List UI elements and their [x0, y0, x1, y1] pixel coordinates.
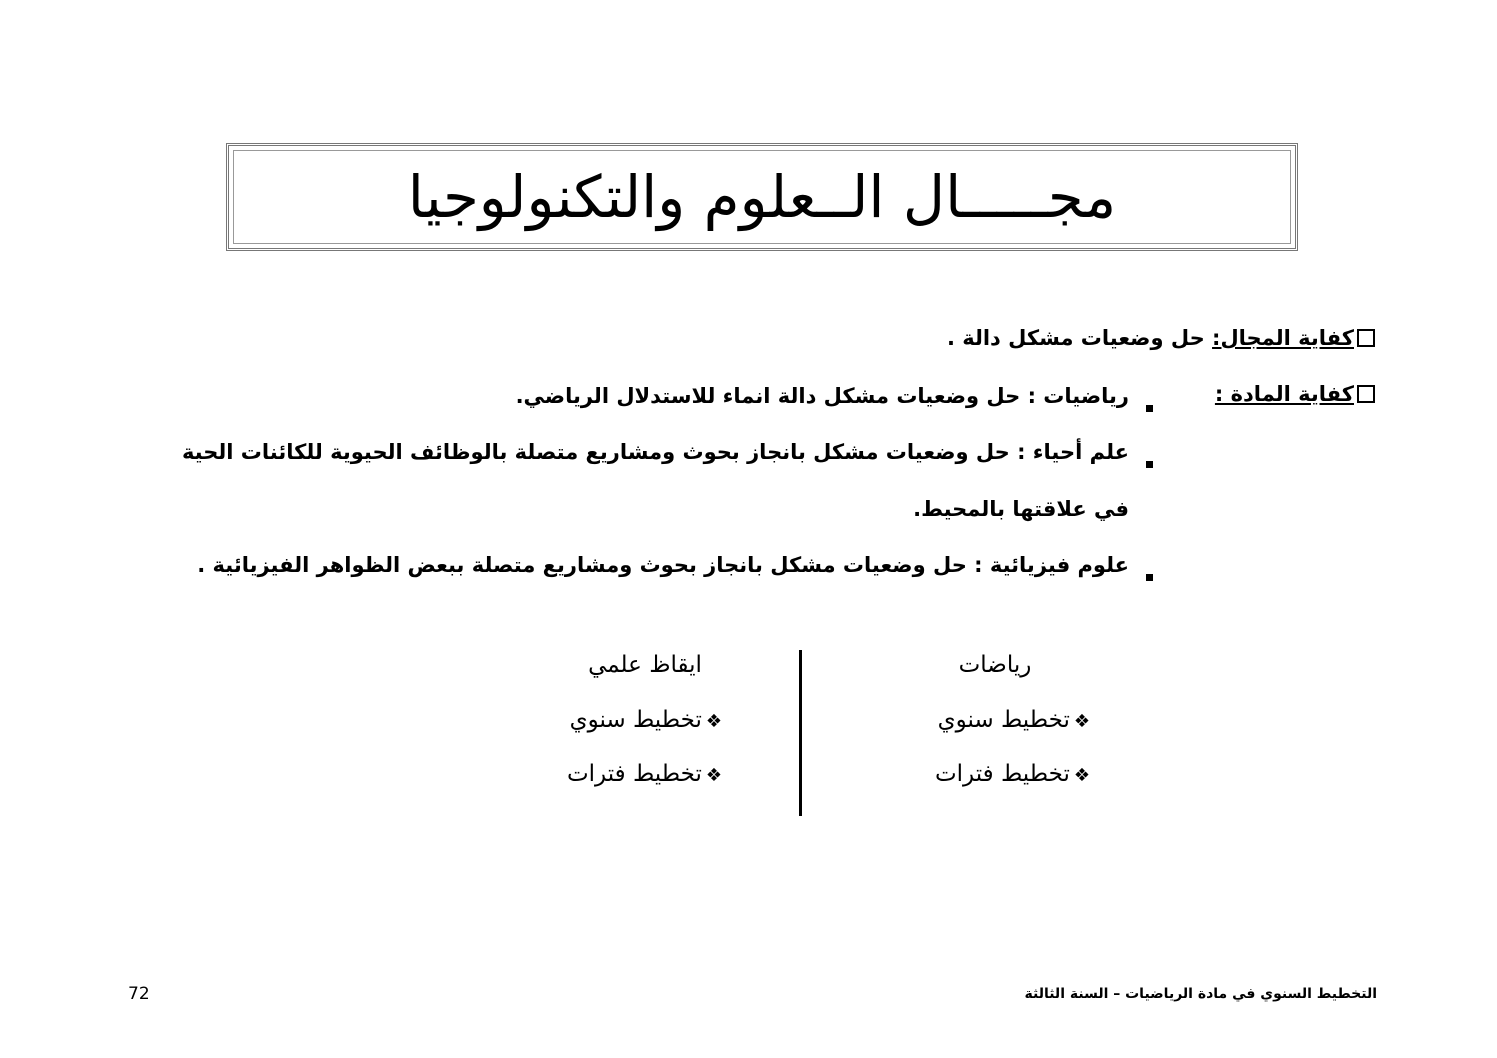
- column-heading-science: ايقاظ علمي: [588, 652, 702, 678]
- subject-competence-label: كفاية المادة :: [1214, 382, 1354, 406]
- subject-competence: [1215, 382, 1375, 406]
- column-item: ❖تخطيط فترات: [566, 761, 722, 787]
- bullet-math: رياضيات : حل وضعيات مشكل دالة انماء للاستدلال الرياضي.: [515, 384, 1129, 408]
- diamond-bullet-icon: ❖: [705, 765, 722, 786]
- domain-competence-text: حل وضعيات مشكل دالة .: [946, 326, 1213, 350]
- diamond-bullet-icon: ❖: [1073, 711, 1090, 732]
- page-number: 72: [128, 984, 150, 1004]
- footer-text: التخطيط السنوي في مادة الرياضيات – السنة الثالثة: [1024, 986, 1377, 1002]
- bullet-icon: [1146, 453, 1153, 472]
- bullet-physics: علوم فيزيائية : حل وضعيات مشكل بانجاز بحوث ومشاريع متصلة ببعض الظواهر الفيزيائية .: [197, 553, 1129, 577]
- diamond-bullet-icon: ❖: [705, 711, 722, 732]
- column-item: ❖تخطيط فترات: [934, 761, 1090, 787]
- column-item: ❖تخطيط سنوي: [937, 707, 1090, 733]
- checkbox-icon: [1357, 385, 1375, 403]
- bullet-biology: علم أحياء : حل وضعيات مشكل بانجاز بحوث ومشاريع متصلة بالوظائف الحيوية للكائنات الحية: [181, 440, 1129, 464]
- diamond-bullet-icon: ❖: [1073, 765, 1090, 786]
- column-heading-math: رياضات: [958, 652, 1032, 678]
- domain-competence: [947, 326, 1375, 350]
- title-box: [226, 143, 1298, 251]
- page-title: مجـــــال الــعلوم والتكنولوجيا: [407, 163, 1117, 231]
- column-item: ❖تخطيط سنوي: [569, 707, 722, 733]
- domain-competence-label: كفاية المجال:: [1212, 326, 1354, 350]
- bullet-icon: [1146, 566, 1153, 585]
- column-divider: [799, 650, 802, 816]
- bullet-icon: [1146, 397, 1153, 416]
- checkbox-icon: [1357, 329, 1375, 347]
- bullet-biology-cont: في علاقتها بالمحيط.: [913, 497, 1129, 521]
